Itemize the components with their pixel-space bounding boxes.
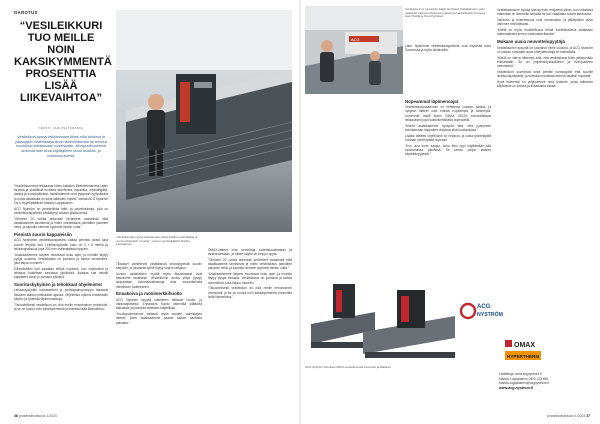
magazine-name: prosessiteollisuus 1/2024 <box>18 414 57 418</box>
body-paragraph: Hyvä esimerkki on yrityksemme oma tuotanto, jossa laitteiden käyttöaste on korkea ja tilauskanta vakaa. <box>497 79 593 88</box>
byline: TEKSTI: JARI PELTORANTA <box>38 126 84 130</box>
logo-nystrom-text: NYSTRÖM <box>477 312 503 318</box>
body-paragraph: Uusien asiakkaiden myötä myös tilausmaarat ovat kasvaneet tasaisesti. Vesileikkurin avulla yritys pystyy tarjoamaan kokonaisratkaisuja aina suunnittelusta valmiiseen tuotteeseen. <box>116 272 202 289</box>
subheading: Pienistä suurin kappaleisiin <box>14 231 72 237</box>
body-paragraph: Vesileikkurien kysyntä on kasvanut viime vuosina, ja ACG Nyström on saanut runsaasti uusia yhteydenottoja eri toimialoilta. <box>497 45 593 54</box>
subheading: Nopeammat läpimenoajat <box>405 98 459 104</box>
logo-acg-text: ACG <box>477 304 491 310</box>
photo-caption: “Vesileikkurilla pystyy leikkaamaan lähes kaikkia materiaaleja ja monimutkaisiakin muotoja,” sanoo myyntipäällikkö Markku Lappalainen. <box>116 235 198 247</box>
body-paragraph: Kiireellisetkin työt saadaan tehtyä nopeasti, kun ohjelmointi ja leikkaus hoidetaan samassa yksikössä. Asiakas saa valmiit kappaleet usein jo samana päivänä. <box>14 266 108 280</box>
section-label: GAROTUS <box>14 10 38 15</box>
subheading: Mukaan uusia neuvottelupyytöjä <box>497 38 565 44</box>
left-page <box>0 0 299 424</box>
body-paragraph: “Huoltopalvelumme kattavat myös muiden valmistajien laitteet, joten asiakkaamme saavat kaiken samasta paikasta.” <box>116 312 202 325</box>
body-paragraph: “Taloudellisesti vesileikkuri on ollut meille erinomainen investointi, ja se on tuonut noin kaksikymmentä prosenttia lisää liikevaihtoa.” <box>14 302 108 311</box>
subheading: Ennakoiva ja monimerkkihuolto <box>116 291 183 297</box>
lead-paragraph: Vesileikkuri pystyy leikkaamaan lähes mitä tahansa ja paksujakin materiaaleja ilman lämmöntuontia tai termisä muutoksia leikattavaan materiaaliin. Monipuolisuutensa ansiosta laite avaa käyttäjilleen uusia asiakas- ja markkina-alueita. <box>15 135 107 158</box>
body-paragraph: “Monet asiakkaamme hyötyvät siitä, että pystymme toimittamaan kappaleet viikoissa eikä kuukausissa.” <box>405 123 491 132</box>
page-number: 37 <box>586 414 590 418</box>
right-column-3 <box>497 8 593 90</box>
right-page <box>301 0 600 424</box>
body-paragraph: “Olemme 20 vuotta ahkerasti keränneet osaamista mitä asiakkaamme tarvitsevat ja miten vesileikkaus parhaiten palvelee heitä, ja samalla olemme oppineet itsekin uutta.” <box>208 258 292 271</box>
contact-line: Markku Lappalainen 0400 123 456 <box>499 376 549 381</box>
body-paragraph: “Asiakkaidemme tarpeet muuttuvat koko ajan, ja meidän täytyy pysyä mukana. Vesileikkaus on joustava ja tarkka menetelmä, joka taipuu moneen.” <box>14 252 108 265</box>
contact-block <box>499 372 595 390</box>
right-intro <box>405 44 491 54</box>
body-paragraph: ACG Nyströmin vesileikkauspalvelu kattaa pienistä osista aina suuriin levyihin asti. Leikkauspöydän koko on 3 × 6 metriä ja leikkauspaksuus jopa 200 mm materiaalista riippuen. <box>14 238 108 251</box>
body-paragraph: Tarkkuus ja toistettavuus ovat erinomaisia, ja jälkityöstön tarve vähenee merkittävästi. <box>497 18 593 27</box>
acg-nystrom-logo <box>459 296 503 326</box>
subheading: Suorituskykyinen ja tehokkaat ohjelmistot <box>14 281 102 287</box>
body-paragraph: “Meillä on myös mahdollisuus tehdä koeleikkauksia asiakkaan materiaaleista ennen varsinaista tilausta.” <box>497 28 593 37</box>
right-column-2 <box>405 96 491 158</box>
body-paragraph: “Taloudellisesti vesileikkuri on ollut meille erinomainen investointi, ja se on tuonut noin kaksikymmentä prosenttia lisää liikevaihtoa.” <box>208 286 292 299</box>
body-paragraph: ACG Nyström tarjoaa laitteilleen kattavat huolto- ja varaosapalvelut. Ennakoiva huolto vähentää yllättäviä katkoksia ja pidentää laitteiden käyttöikää. <box>116 297 202 311</box>
left-column-3 <box>208 248 292 301</box>
page-folio-left <box>14 414 57 418</box>
body-paragraph: “Asiakkaidemme tarpeet muuttuvat koko ajan, ja meidän täytyy pysyä mukana. Vesileikkaus on joustava ja tarkka menetelmä, joka taipuu moneen.” <box>208 272 292 285</box>
machines-photo <box>305 254 457 364</box>
photo-caption: Vesileikkurit on varustettu kaikin tarvittavin lisälaitteineen, jotta asiakkaat saavat tuotteensa nopeasti ja laadukkaasti. Kuvassa Harri Pietilä ja Ossi Ryynänen. <box>405 7 486 19</box>
page-folio-right <box>547 414 590 418</box>
body-paragraph: Vesileikkausosaaminen on kehittynyt vuosien aikana, ja nykyisin laitteet ovat entistä nopeampia ja tarkempia. Uusimmat mallit kuten OMAX 60120 mahdollistavat leikkauksen jopa kaksinkertaisella nopeudella. <box>405 105 491 122</box>
waterjet-machine-photo <box>116 10 292 232</box>
magazine-name: prosessiteollisuus 1/2024 <box>547 414 586 418</box>
headline: “VESILEIKKURI TUO MEILLE NOIN KAKSIKYMMENTÄ PROSENTTIA LISÄÄ LIIKEVAIHTOA” <box>14 20 112 104</box>
page-number: 36 <box>14 414 18 418</box>
omax-hypertherm-logo <box>505 338 545 368</box>
body-paragraph: ACG Nyström on perinteikkäs laite- ja palvelutoimija, jolla on vesileikkauspalvelut keskittynyt omaan yksikköönsä. <box>14 206 108 215</box>
photo-caption: ACG Nyström toimittaa OMAX-vesileikkureita Suomeen ja Baltiaan. <box>305 365 392 369</box>
logo-hypertherm-text: HYPERTHERM <box>507 354 540 359</box>
contact-line: Lisätietoja: www.acgnystrom.fi <box>499 372 542 376</box>
body-paragraph: “Olemme 20 vuotta ahkerasti keränneet osaamista mitä asiakkaamme tarvitsevat ja miten vesileikkaus parhaiten palvelee heitä, ja samalla olemme oppineet itsekin uutta.” <box>14 216 108 230</box>
body-paragraph: Vesileikkurit soveltuvat sekä pienille konepajoille että suurille teollisuusyrityksille, ja investointi maksaa itsensä takaisin nopeasti. <box>497 69 593 78</box>
body-paragraph: Laite: Nyströmin vesileikkauspalvelut ovat käytössä koko Suomessa ja myös lahialueilla. <box>405 44 491 53</box>
body-paragraph: “Meillä on vahva näkemys siitä, että vesileikkaus tulee yleistymään entisestään. Se on ympäristöystävällinen ja monipuolinen menetelmä.” <box>497 55 593 68</box>
logo-omax-text: OMAX <box>514 342 535 349</box>
team-photo <box>305 6 403 94</box>
left-column-2 <box>116 262 202 326</box>
left-column-1 <box>14 184 108 313</box>
contact-website-link[interactable]: www.acg-nystrom.fi <box>499 385 534 390</box>
contact-line: markku.lappalainen@acgnystrom.fi <box>499 381 549 386</box>
svg-text:ACG: ACG <box>351 37 360 42</box>
body-paragraph: Vesileikkauksen hyödyt tulevat esiin erityisesti silloin, kun leikattava materiaali on lämmölle herkkää tai kun vaaditaan suurta tarkkuutta. <box>497 8 593 17</box>
body-paragraph: Leikkauspöydän tukirakenteet ja korkeapainepumppu takaavat tasaisen laadun pitkissäkin ajoissa. Ohjelmisto optimoi materiaalin käytön ja lyhentää läpimenoaikoja. <box>14 288 108 301</box>
body-paragraph: “Kun uusi kone saapui, koko tiimi oppi käyttämään sitä muutamassa päivässä. Se kertoo paljon laitteen käytettävyydestä.” <box>405 143 491 156</box>
body-paragraph: Tilaukset vaihtelevat yksittäisistä prototyypeistä suuriin sarjoihin, ja jokaiselle työlle löytyy sopiva ratkaisu. <box>116 262 202 271</box>
body-paragraph: Lisäksi laitteen ohjelmointi on helppoa, ja uusia työntekijöitä voidaan perehdyttää nopeasti. <box>405 133 491 142</box>
body-paragraph: OMAX-laitteet ovat tunnettuja luotettavuudestaan ja tarkkuudestaan, ja niiden käyttö on helppo oppia. <box>208 248 292 257</box>
body-paragraph: “Vesileikkurimme leikkaavat lähes kaikkien liiketoimintamme lajien tarpeita ja yksittäisiä tuotteita alumiinista, kuparista, messängistä, lasista ja komposiiteista. Asiakkaamme ovat pysyneet tyytyväisinä ja uusia asiakkaita on tullut laitteiden myötä,” toteaa ACG Nyström Oy:n myyntipäällikkö Markku Lappalainen. <box>14 184 108 205</box>
